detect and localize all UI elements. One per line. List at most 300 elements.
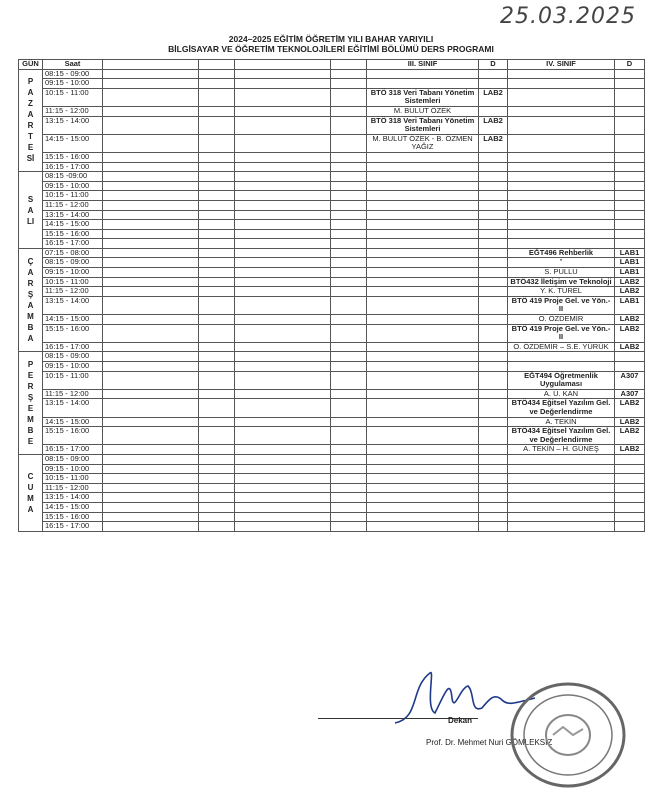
third-year-room xyxy=(479,210,508,220)
empty-cell xyxy=(331,79,367,89)
third-year-room xyxy=(479,483,508,493)
empty-cell xyxy=(199,399,235,417)
third-year-course xyxy=(367,399,479,417)
document-title-line2: BİLGİSAYAR VE ÖĞRETİM TEKNOLOJİLERİ EĞİTİMİ BÖLÜMÜ DERS PROGRAMI xyxy=(168,44,494,54)
table-row xyxy=(19,352,645,362)
empty-cell xyxy=(331,454,367,464)
empty-cell xyxy=(235,324,331,342)
official-seal xyxy=(508,680,628,790)
third-year-room xyxy=(479,362,508,372)
empty-cell xyxy=(235,512,331,522)
empty-cell xyxy=(103,248,199,258)
empty-cell xyxy=(331,134,367,152)
table-row xyxy=(19,483,645,493)
empty-cell xyxy=(199,389,235,399)
third-year-course: BTÖ 318 Veri Tabanı Yönetim Sistemleri xyxy=(367,116,479,134)
third-year-course xyxy=(367,522,479,532)
fourth-year-room: LAB1 xyxy=(615,248,645,258)
table-row xyxy=(19,268,645,278)
fourth-year-room xyxy=(615,454,645,464)
time-slot: 11:15 - 12:00 xyxy=(43,200,103,210)
empty-cell xyxy=(103,181,199,191)
fourth-year-room xyxy=(615,522,645,532)
third-year-room xyxy=(479,152,508,162)
fourth-year-course xyxy=(508,152,615,162)
time-slot: 15:15 - 16:00 xyxy=(43,229,103,239)
empty-cell xyxy=(199,162,235,172)
empty-cell xyxy=(199,248,235,258)
empty-cell xyxy=(103,427,199,445)
empty-cell xyxy=(331,287,367,297)
third-year-course xyxy=(367,474,479,484)
fourth-year-room xyxy=(615,181,645,191)
table-row xyxy=(19,502,645,512)
third-year-room xyxy=(479,162,508,172)
fourth-year-course xyxy=(508,474,615,484)
empty-cell xyxy=(103,512,199,522)
empty-cell xyxy=(199,493,235,503)
fourth-year-room: LAB2 xyxy=(615,342,645,352)
time-slot: 13:15 - 14:00 xyxy=(43,116,103,134)
empty-cell xyxy=(235,116,331,134)
fourth-year-course xyxy=(508,464,615,474)
third-year-course xyxy=(367,172,479,182)
third-year-course xyxy=(367,229,479,239)
time-slot: 14:15 - 15:00 xyxy=(43,220,103,230)
table-row xyxy=(19,200,645,210)
empty-cell xyxy=(103,258,199,268)
time-slot: 10:15 - 11:00 xyxy=(43,191,103,201)
fourth-year-course xyxy=(508,69,615,79)
empty-cell xyxy=(103,474,199,484)
empty-cell xyxy=(103,152,199,162)
fourth-year-room: LAB1 xyxy=(615,268,645,278)
third-year-course xyxy=(367,248,479,258)
time-slot: 10:15 - 11:00 xyxy=(43,88,103,106)
empty-cell xyxy=(199,522,235,532)
third-year-room xyxy=(479,454,508,464)
empty-cell xyxy=(199,106,235,116)
time-slot: 08:15 -09:00 xyxy=(43,172,103,182)
third-year-room xyxy=(479,417,508,427)
header-gun: GÜN xyxy=(19,60,43,70)
fourth-year-room xyxy=(615,220,645,230)
third-year-course xyxy=(367,342,479,352)
third-year-course xyxy=(367,315,479,325)
third-year-room xyxy=(479,220,508,230)
time-slot: 09:15 - 10:00 xyxy=(43,362,103,372)
empty-cell xyxy=(235,296,331,314)
empty-cell xyxy=(199,181,235,191)
fourth-year-course xyxy=(508,483,615,493)
third-year-course xyxy=(367,389,479,399)
fourth-year-course: A. TEKİN – H. GÜNEŞ xyxy=(508,445,615,455)
day-label xyxy=(19,352,43,455)
empty-cell xyxy=(235,134,331,152)
fourth-year-room xyxy=(615,512,645,522)
time-slot: 11:15 - 12:00 xyxy=(43,287,103,297)
empty-cell xyxy=(235,417,331,427)
table-row xyxy=(19,106,645,116)
empty-cell xyxy=(235,352,331,362)
fourth-year-course xyxy=(508,88,615,106)
third-year-room xyxy=(479,474,508,484)
empty-cell xyxy=(331,483,367,493)
empty-cell xyxy=(199,69,235,79)
fourth-year-room xyxy=(615,483,645,493)
time-slot: 15:15 - 16:00 xyxy=(43,427,103,445)
empty-cell xyxy=(235,427,331,445)
table-row xyxy=(19,474,645,484)
third-year-room xyxy=(479,172,508,182)
empty-cell xyxy=(235,258,331,268)
third-year-course: BTÖ 318 Veri Tabanı Yönetim Sistemleri xyxy=(367,88,479,106)
day-label xyxy=(19,248,43,352)
empty-cell xyxy=(235,315,331,325)
table-row xyxy=(19,239,645,249)
empty-cell xyxy=(199,191,235,201)
day-name: PERŞEMBE xyxy=(27,360,34,447)
third-year-course xyxy=(367,493,479,503)
fourth-year-course: " xyxy=(508,258,615,268)
fourth-year-room xyxy=(615,152,645,162)
fourth-year-course xyxy=(508,493,615,503)
third-year-course xyxy=(367,162,479,172)
empty-cell xyxy=(331,220,367,230)
fourth-year-course xyxy=(508,454,615,464)
empty-cell xyxy=(103,493,199,503)
empty-cell xyxy=(235,464,331,474)
fourth-year-room: LAB2 xyxy=(615,417,645,427)
fourth-year-room: LAB2 xyxy=(615,324,645,342)
fourth-year-course xyxy=(508,172,615,182)
empty-cell xyxy=(103,210,199,220)
fourth-year-room: LAB2 xyxy=(615,315,645,325)
day-label xyxy=(19,69,43,172)
empty-cell xyxy=(235,493,331,503)
empty-cell xyxy=(331,268,367,278)
time-slot: 14:15 - 15:00 xyxy=(43,502,103,512)
third-year-course xyxy=(367,296,479,314)
empty-cell xyxy=(103,522,199,532)
third-year-room xyxy=(479,258,508,268)
fourth-year-room xyxy=(615,210,645,220)
empty-cell xyxy=(103,106,199,116)
empty-cell xyxy=(331,229,367,239)
third-year-room xyxy=(479,399,508,417)
empty-cell xyxy=(331,427,367,445)
third-year-room xyxy=(479,296,508,314)
table-row xyxy=(19,134,645,152)
empty-cell xyxy=(103,268,199,278)
empty-cell xyxy=(199,427,235,445)
third-year-room xyxy=(479,191,508,201)
third-year-room xyxy=(479,352,508,362)
third-year-course xyxy=(367,324,479,342)
empty-cell xyxy=(331,152,367,162)
time-slot: 13:15 - 14:00 xyxy=(43,399,103,417)
table-row xyxy=(19,296,645,314)
empty-cell xyxy=(199,134,235,152)
time-slot: 10:15 - 11:00 xyxy=(43,474,103,484)
third-year-course xyxy=(367,181,479,191)
empty-cell xyxy=(199,172,235,182)
fourth-year-course: BTÖ432 İletişim ve Teknoloji xyxy=(508,277,615,287)
third-year-room xyxy=(479,493,508,503)
third-year-room xyxy=(479,277,508,287)
empty-cell xyxy=(103,229,199,239)
third-year-course xyxy=(367,152,479,162)
empty-cell xyxy=(235,445,331,455)
empty-cell xyxy=(331,493,367,503)
empty-cell xyxy=(331,277,367,287)
fourth-year-course xyxy=(508,210,615,220)
schedule-table xyxy=(18,59,645,532)
fourth-year-room: LAB2 xyxy=(615,277,645,287)
table-row xyxy=(19,324,645,342)
empty-cell xyxy=(199,362,235,372)
empty-cell xyxy=(199,152,235,162)
empty-cell xyxy=(235,389,331,399)
time-slot: 16:15 - 17:00 xyxy=(43,445,103,455)
header-classroom-4: D xyxy=(615,60,645,70)
fourth-year-room xyxy=(615,134,645,152)
empty-cell xyxy=(235,88,331,106)
time-slot: 11:15 - 12:00 xyxy=(43,106,103,116)
third-year-course xyxy=(367,454,479,464)
empty-cell xyxy=(235,162,331,172)
empty-cell xyxy=(331,172,367,182)
fourth-year-course: S. PULLU xyxy=(508,268,615,278)
fourth-year-room xyxy=(615,464,645,474)
table-row xyxy=(19,229,645,239)
empty-cell xyxy=(103,315,199,325)
empty-cell xyxy=(331,315,367,325)
day-name: ÇARŞAMBA xyxy=(27,257,34,344)
third-year-course xyxy=(367,427,479,445)
empty-cell xyxy=(103,296,199,314)
empty-cell xyxy=(235,172,331,182)
empty-cell xyxy=(331,106,367,116)
fourth-year-course xyxy=(508,352,615,362)
third-year-course xyxy=(367,69,479,79)
empty-cell xyxy=(199,210,235,220)
fourth-year-room: LAB2 xyxy=(615,445,645,455)
third-year-room xyxy=(479,69,508,79)
empty-cell xyxy=(199,277,235,287)
empty-cell xyxy=(331,464,367,474)
empty-cell xyxy=(235,522,331,532)
empty-cell xyxy=(103,417,199,427)
third-year-room xyxy=(479,287,508,297)
table-row xyxy=(19,427,645,445)
empty-cell xyxy=(235,277,331,287)
empty-cell xyxy=(235,474,331,484)
empty-cell xyxy=(331,352,367,362)
table-row xyxy=(19,210,645,220)
empty-cell xyxy=(331,69,367,79)
time-slot: 08:15 - 09:00 xyxy=(43,69,103,79)
third-year-room xyxy=(479,342,508,352)
empty-cell xyxy=(235,454,331,464)
empty-cell xyxy=(235,200,331,210)
fourth-year-room xyxy=(615,162,645,172)
third-year-course xyxy=(367,200,479,210)
third-year-room xyxy=(479,181,508,191)
third-year-room xyxy=(479,200,508,210)
third-year-course xyxy=(367,210,479,220)
time-slot: 09:15 - 10:00 xyxy=(43,268,103,278)
third-year-course xyxy=(367,352,479,362)
third-year-course xyxy=(367,191,479,201)
empty-cell xyxy=(331,88,367,106)
fourth-year-course: A. TEKİN xyxy=(508,417,615,427)
time-slot: 08:15 - 09:00 xyxy=(43,258,103,268)
fourth-year-room: A307 xyxy=(615,389,645,399)
empty-cell xyxy=(199,296,235,314)
empty-cell xyxy=(235,152,331,162)
time-slot: 08:15 - 09:00 xyxy=(43,352,103,362)
empty-cell xyxy=(103,116,199,134)
empty-cell xyxy=(235,239,331,249)
third-year-room xyxy=(479,268,508,278)
empty-cell xyxy=(235,191,331,201)
third-year-room xyxy=(479,389,508,399)
third-year-room xyxy=(479,512,508,522)
empty-cell xyxy=(199,116,235,134)
third-year-room xyxy=(479,445,508,455)
header-fourth-year: IV. SINIF xyxy=(508,60,615,70)
fourth-year-course xyxy=(508,220,615,230)
table-row xyxy=(19,69,645,79)
empty-cell xyxy=(331,389,367,399)
time-slot: 08:15 - 09:00 xyxy=(43,454,103,464)
third-year-course xyxy=(367,445,479,455)
third-year-course xyxy=(367,483,479,493)
empty-cell xyxy=(235,220,331,230)
fourth-year-course xyxy=(508,116,615,134)
table-row xyxy=(19,445,645,455)
empty-cell xyxy=(199,371,235,389)
empty-cell xyxy=(199,483,235,493)
time-slot: 11:15 - 12:00 xyxy=(43,389,103,399)
fourth-year-course xyxy=(508,181,615,191)
fourth-year-room xyxy=(615,502,645,512)
schedule-body xyxy=(19,69,645,531)
empty-cell xyxy=(199,220,235,230)
table-row xyxy=(19,315,645,325)
time-slot: 09:15 - 10:00 xyxy=(43,181,103,191)
time-slot: 09:15 - 10:00 xyxy=(43,79,103,89)
empty-cell xyxy=(199,239,235,249)
fourth-year-room: LAB1 xyxy=(615,258,645,268)
fourth-year-course: BTÖ 419 Proje Gel. ve Yön.-II xyxy=(508,324,615,342)
fourth-year-course xyxy=(508,502,615,512)
third-year-course xyxy=(367,502,479,512)
empty-cell xyxy=(103,483,199,493)
third-year-course xyxy=(367,512,479,522)
third-year-course: M. BULUT ÖZEK - B. ÖZMEN YAĞIZ xyxy=(367,134,479,152)
empty-cell xyxy=(235,69,331,79)
table-row xyxy=(19,116,645,134)
empty-cell xyxy=(331,239,367,249)
table-row xyxy=(19,512,645,522)
header-row xyxy=(19,60,645,70)
fourth-year-course: EĞT496 Rehberlik xyxy=(508,248,615,258)
fourth-year-course xyxy=(508,191,615,201)
empty-cell xyxy=(103,277,199,287)
empty-cell xyxy=(331,399,367,417)
empty-cell xyxy=(331,371,367,389)
empty-cell xyxy=(199,324,235,342)
third-year-room: LAB2 xyxy=(479,88,508,106)
third-year-room xyxy=(479,371,508,389)
empty-cell xyxy=(331,502,367,512)
third-year-room xyxy=(479,502,508,512)
empty-cell xyxy=(331,210,367,220)
empty-cell xyxy=(331,200,367,210)
third-year-room xyxy=(479,79,508,89)
empty-cell xyxy=(331,362,367,372)
empty-cell xyxy=(235,362,331,372)
table-row xyxy=(19,88,645,106)
empty-cell xyxy=(331,248,367,258)
fourth-year-course: A. Ü. KAN xyxy=(508,389,615,399)
fourth-year-course: BTÖ434 Eğitsel Yazılım Gel. ve Değerlendirme xyxy=(508,427,615,445)
empty-cell xyxy=(103,454,199,464)
table-row xyxy=(19,162,645,172)
time-slot: 14:15 - 15:00 xyxy=(43,134,103,152)
time-slot: 13:15 - 14:00 xyxy=(43,210,103,220)
third-year-room: LAB2 xyxy=(479,116,508,134)
fourth-year-course: EĞT494 Öğretmenlik Uygulaması xyxy=(508,371,615,389)
empty-cell xyxy=(235,342,331,352)
empty-cell xyxy=(331,522,367,532)
third-year-course xyxy=(367,464,479,474)
day-name: SALI xyxy=(26,194,35,226)
empty-cell xyxy=(235,371,331,389)
header-saat: Saat xyxy=(43,60,103,70)
day-label xyxy=(19,172,43,249)
table-row xyxy=(19,342,645,352)
fourth-year-course xyxy=(508,522,615,532)
empty-cell xyxy=(235,399,331,417)
fourth-year-course xyxy=(508,362,615,372)
empty-cell xyxy=(199,474,235,484)
time-slot: 16:15 - 17:00 xyxy=(43,162,103,172)
empty-cell xyxy=(103,239,199,249)
empty-cell xyxy=(199,342,235,352)
time-slot: 13:15 - 14:00 xyxy=(43,296,103,314)
third-year-course xyxy=(367,287,479,297)
empty-cell xyxy=(199,502,235,512)
empty-cell xyxy=(103,445,199,455)
empty-cell xyxy=(235,502,331,512)
third-year-course xyxy=(367,362,479,372)
third-year-course xyxy=(367,220,479,230)
day-name: PAZARTESİ xyxy=(26,77,35,164)
empty-cell xyxy=(199,315,235,325)
fourth-year-course xyxy=(508,512,615,522)
empty-cell xyxy=(199,352,235,362)
empty-cell xyxy=(331,474,367,484)
time-slot: 10:15 - 11:00 xyxy=(43,277,103,287)
table-row xyxy=(19,172,645,182)
third-year-room xyxy=(479,315,508,325)
empty-cell xyxy=(235,268,331,278)
third-year-room xyxy=(479,522,508,532)
fourth-year-course xyxy=(508,134,615,152)
